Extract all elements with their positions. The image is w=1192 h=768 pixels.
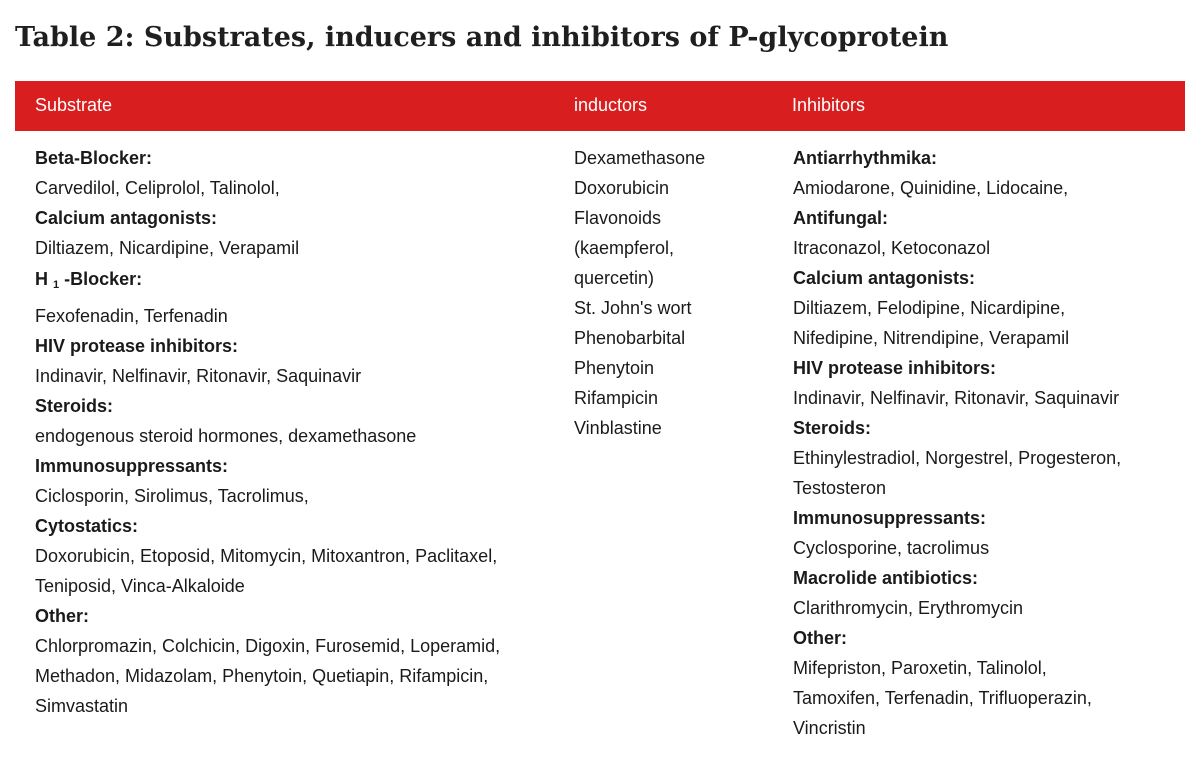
category-heading: Steroids: [35, 396, 114, 416]
category-heading: Steroids: [793, 418, 872, 438]
category-heading: Immunosuppressants: [35, 456, 229, 476]
category-heading: Calcium antagonists: [793, 268, 976, 288]
inductor-item: quercetin) [574, 268, 655, 288]
category-heading: HIV protease inhibitors: [35, 336, 239, 356]
h1-prefix: H [35, 269, 48, 289]
drug-list: Amiodarone, Quinidine, Lidocaine, [793, 178, 1069, 198]
inductor-item: Flavonoids [574, 208, 662, 228]
drug-list: Itraconazol, Ketoconazol [793, 238, 991, 258]
substrate-column [35, 143, 500, 721]
inductor-item: Rifampicin [574, 388, 659, 408]
category-heading: Macrolide antibiotics: [793, 568, 979, 588]
drug-list: endogenous steroid hormones, dexamethasone [35, 426, 417, 446]
table-header-row [15, 81, 1185, 131]
drug-list: Methadon, Midazolam, Phenytoin, Quetiapin, Rifampicin, [35, 666, 489, 686]
drug-list: Ciclosporin, Sirolimus, Tacrolimus, [35, 486, 309, 506]
header-inhibitors: Inhibitors [792, 95, 866, 115]
inductor-item: (kaempferol, [574, 238, 675, 258]
drug-list: Nifedipine, Nitrendipine, Verapamil [793, 328, 1070, 348]
table-title: Table 2: Substrates, inducers and inhibitors of P-glycoprotein [15, 22, 949, 53]
category-heading: Other: [35, 606, 89, 626]
drug-list: Ethinylestradiol, Norgestrel, Progesteron, [793, 448, 1122, 468]
drug-list: Doxorubicin, Etoposid, Mitomycin, Mitoxantron, Paclitaxel, [35, 546, 498, 566]
drug-list: Testosteron [793, 478, 887, 498]
drug-list: Teniposid, Vinca-Alkaloide [35, 576, 245, 596]
category-heading-h1-blocker [35, 263, 500, 301]
header-substrate: Substrate [35, 95, 113, 115]
drug-list: Diltiazem, Nicardipine, Verapamil [35, 238, 300, 258]
category-heading: Antiarrhythmika: [793, 148, 938, 168]
inductor-item: Doxorubicin [574, 178, 670, 198]
drug-list: Chlorpromazin, Colchicin, Digoxin, Furosemid, Loperamid, [35, 636, 501, 656]
inductor-item: Phenobarbital [574, 328, 686, 348]
inductor-item: Dexamethasone [574, 148, 706, 168]
category-heading: Cytostatics: [35, 516, 139, 536]
category-heading: Immunosuppressants: [793, 508, 987, 528]
inductor-item: Vinblastine [574, 418, 662, 438]
drug-list: Cyclosporine, tacrolimus [793, 538, 990, 558]
drug-list: Tamoxifen, Terfenadin, Trifluoperazin, [793, 688, 1092, 708]
category-heading: Antifungal: [793, 208, 888, 228]
inductor-item: Phenytoin [574, 358, 655, 378]
category-heading: HIV protease inhibitors: [793, 358, 997, 378]
inductors-column [574, 143, 705, 443]
h1-suffix: -Blocker: [59, 269, 143, 289]
drug-list: Carvedilol, Celiprolol, Talinolol, [35, 178, 280, 198]
drug-list: Fexofenadin, Terfenadin [35, 306, 228, 326]
category-heading: Beta-Blocker: [35, 148, 153, 168]
drug-list: Indinavir, Nelfinavir, Ritonavir, Saquinavir [35, 366, 362, 386]
drug-list: Indinavir, Nelfinavir, Ritonavir, Saquinavir [793, 388, 1120, 408]
h1-subscript: 1 [53, 279, 60, 291]
drug-list: Mifepriston, Paroxetin, Talinolol, [793, 658, 1047, 678]
inhibitors-column [793, 143, 1121, 743]
category-heading: Other: [793, 628, 847, 648]
category-heading: Calcium antagonists: [35, 208, 218, 228]
drug-list: Vincristin [793, 718, 866, 738]
header-inductors: inductors [574, 95, 648, 115]
drug-list: Diltiazem, Felodipine, Nicardipine, [793, 298, 1066, 318]
drug-list: Simvastatin [35, 696, 129, 716]
inductor-item: St. John's wort [574, 298, 692, 318]
drug-list: Clarithromycin, Erythromycin [793, 598, 1024, 618]
